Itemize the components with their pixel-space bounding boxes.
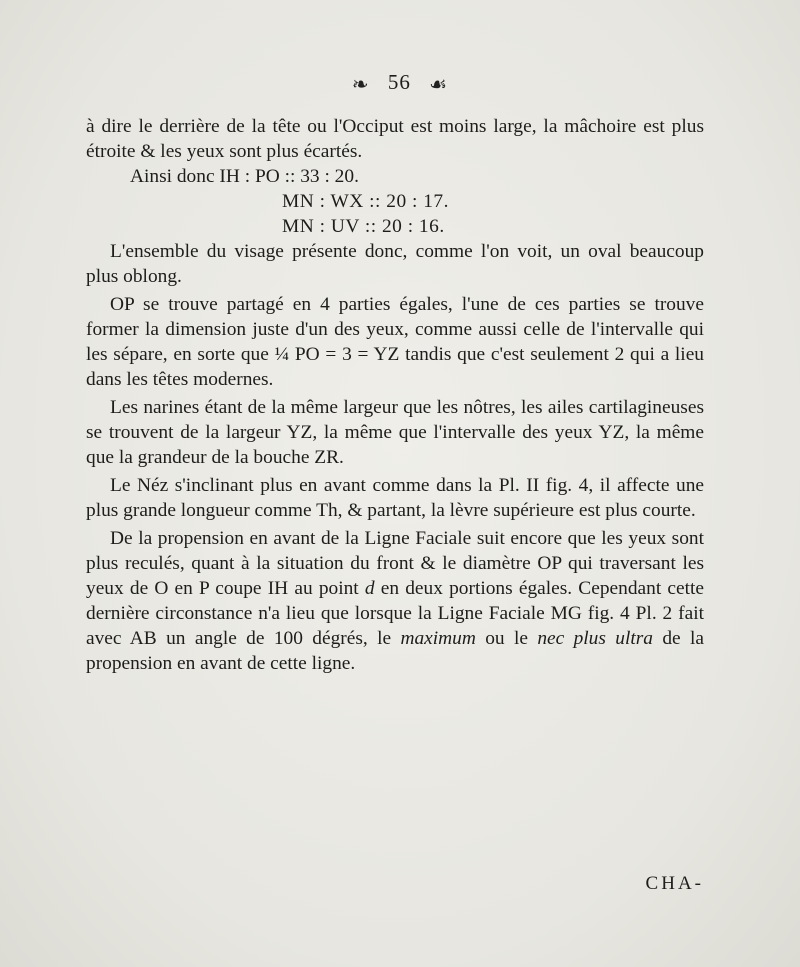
page-body [86, 114, 704, 676]
catchword: CHA- [645, 873, 704, 894]
text-run: en deux portions égales. Cependant cette dernière circonstance n'a lieu que lorsque la Ligne Faciale MG fig. 4 Pl. 2 fait avec AB un angle de 100 dégrés, le [86, 578, 704, 649]
page-header [0, 70, 800, 97]
ratio-ih-po: Ainsi donc IH : PO :: 33 : 20. [130, 166, 359, 187]
paragraph-op: OP se trouve partagé en 4 parties égales, l'une de ces parties se trouve former la dimension juste d'un des yeux, comme aussi celle de l'intervalle qui les sépare, en sorte que ¼ PO = 3 = YZ tandis que c'est seulement 2 qui a lieu dans les têtes modernes. [86, 294, 704, 390]
paragraph-propension [86, 526, 704, 676]
fleuron-left-icon: ❧ [351, 73, 370, 96]
text-run: de la propension en avant de cette ligne. [86, 628, 704, 674]
ratio-mn-wx: MN : WX :: 20 : 17. [282, 191, 449, 212]
paragraph-oval: L'ensemble du visage présente donc, comme l'on voit, un oval beaucoup plus oblong. [86, 241, 704, 287]
text-run: ou le [475, 628, 538, 649]
fleuron-right-icon: ☙ [429, 73, 449, 96]
ratio-mn-uv: MN : UV :: 20 : 16. [282, 216, 445, 237]
paragraph-nez: Le Néz s'inclinant plus en avant comme dans la Pl. II fig. 4, il affecte une plus grande longueur comme Th, & partant, la lèvre supérieure est plus courte. [86, 475, 704, 521]
paragraph-narines: Les narines étant de la même largeur que les nôtres, les ailes cartilagineuses se trouvent de la largeur YZ, la même que l'intervalle des yeux YZ, la même que la grandeur de la bouche ZR. [86, 397, 704, 468]
term-maximum: maximum [400, 628, 476, 649]
term-nec-plus-ultra: nec plus ultra [537, 628, 653, 649]
page-number: 56 [387, 70, 411, 94]
paragraph-continuation: à dire le derrière de la tête ou l'Occiput est moins large, la mâchoire est plus étroite & les yeux sont plus écartés. [86, 116, 704, 162]
text-run: De la propension en avant de la Ligne Faciale suit encore que les yeux sont plus reculés, quant à la situation du front & le diamètre OP qui traversant les yeux de O en P coupe IH au point [86, 528, 704, 599]
point-d: d [364, 578, 375, 599]
